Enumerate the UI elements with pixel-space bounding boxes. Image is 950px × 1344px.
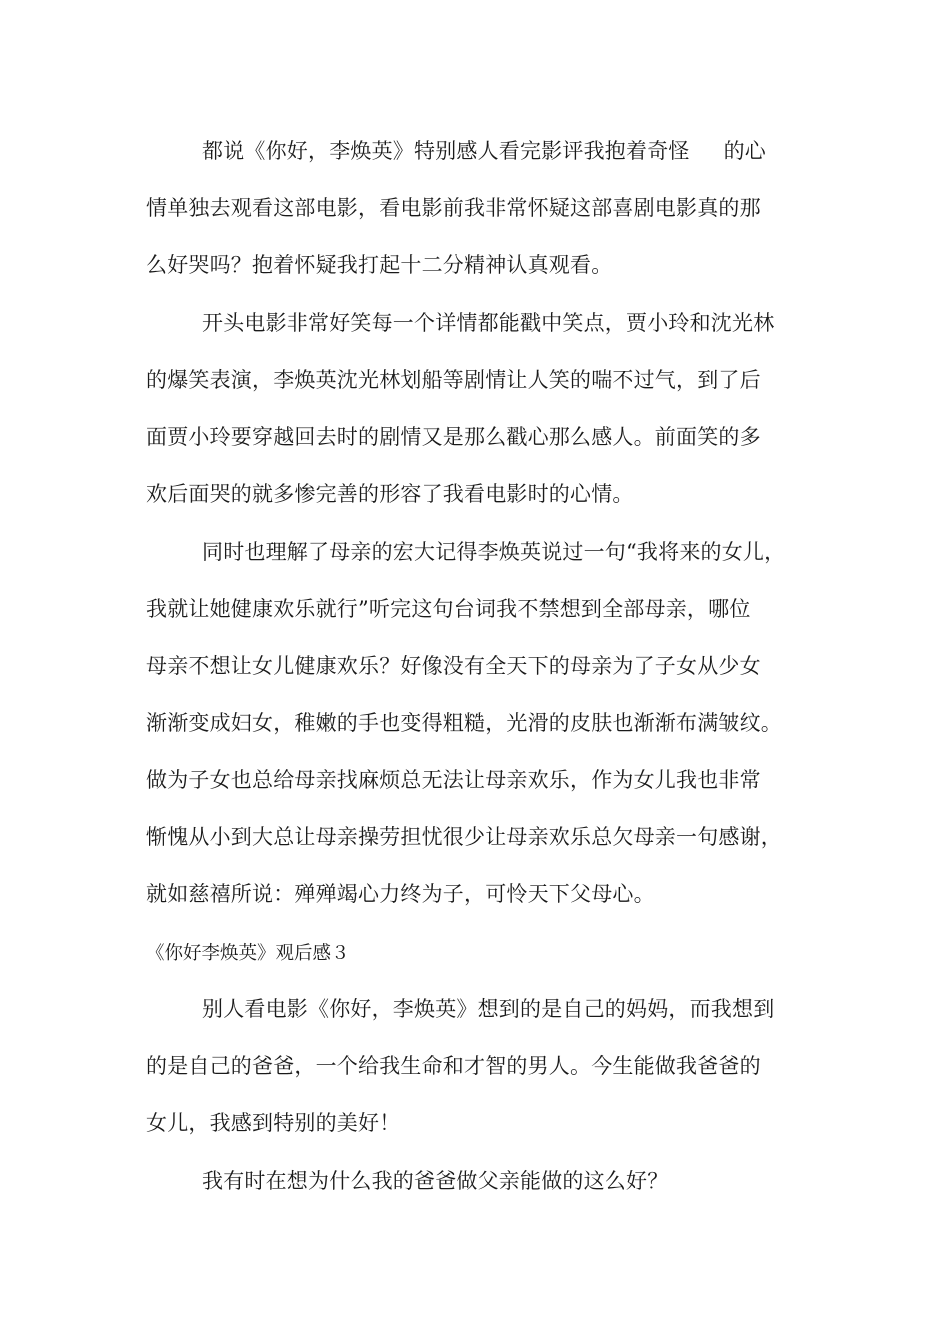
paragraph-3-line-6: 惭愧从小到大总让母亲操劳担忧很少让母亲欢乐总欠母亲一句感谢，: [146, 825, 782, 849]
paragraph-2-line-1: 开头电影非常好笑每一个详情都能戳中笑点，贾小玲和沈光林: [202, 311, 775, 335]
paragraph-1-line-3: 么好哭吗？抱着怀疑我打起十二分精神认真观看。: [146, 253, 613, 277]
paragraph-3-line-7: 就如慈禧所说：殚殚竭心力终为子，可怜天下父母心。: [146, 882, 655, 906]
paragraph-3-line-1: 同时也理解了母亲的宏大记得李焕英说过一句“我将来的女儿，: [202, 540, 786, 564]
paragraph-1-line-1-part-b: 的心: [723, 139, 767, 163]
paragraph-4-line-1: 别人看电影《你好，李焕英》想到的是自己的妈妈，而我想到: [202, 997, 775, 1021]
paragraph-2-line-2: 的爆笑表演，李焕英沈光林划船等剧情让人笑的喘不过气，到了后: [146, 368, 761, 392]
paragraph-4-line-3: 女儿，我感到特别的美好！: [146, 1111, 401, 1135]
section-heading: 《你好李焕英》观后感３: [146, 943, 350, 964]
paragraph-3-line-4: 渐渐变成妇女，稚嫩的手也变得粗糙，光滑的皮肤也渐渐布满皱纹。: [146, 711, 782, 735]
paragraph-4-line-2: 的是自己的爸爸，一个给我生命和才智的男人。今生能做我爸爸的: [146, 1054, 761, 1078]
paragraph-2-line-3: 面贾小玲要穿越回去时的剧情又是那么戳心那么感人。前面笑的多: [146, 425, 761, 449]
paragraph-1-line-1: [202, 137, 766, 165]
paragraph-1-line-2: 情单独去观看这部电影，看电影前我非常怀疑这部喜剧电影真的那: [146, 196, 761, 220]
paragraph-3-line-2: 我就让她健康欢乐就行”听完这句台词我不禁想到全部母亲，哪位: [146, 597, 751, 621]
paragraph-3-line-3: 母亲不想让女儿健康欢乐？好像没有全天下的母亲为了子女从少女: [146, 654, 761, 678]
paragraph-5-line-1: 我有时在想为什么我的爸爸做父亲能做的这么好？: [202, 1169, 669, 1193]
paragraph-1-line-1-part-a: 都说《你好，李焕英》特别感人看完影评我抱着奇怪: [202, 139, 690, 163]
paragraph-3-line-5: 做为子女也总给母亲找麻烦总无法让母亲欢乐，作为女儿我也非常: [146, 768, 761, 792]
paragraph-2-line-4: 欢后面哭的就多惨完善的形容了我看电影时的心情。: [146, 482, 634, 506]
